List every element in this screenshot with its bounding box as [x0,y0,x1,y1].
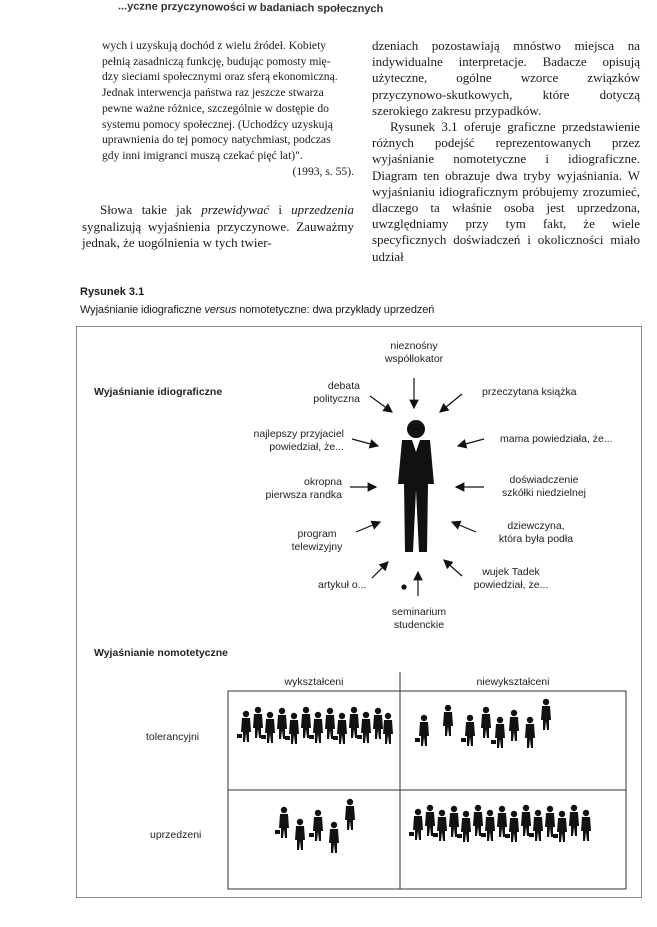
row-header-prejudiced: uprzedzeni [150,829,202,841]
person-figure [457,811,471,842]
figure-caption: Wyjaśnianie idiograficzne versus nomotetyczne: dwa przykłady uprzedzeń [80,304,435,316]
arrow [372,562,388,578]
person-figure [415,715,429,746]
person-figure [285,713,299,744]
label-tadek: wujek Tadek powiedział, że... [473,566,549,591]
person-figure [309,810,323,841]
person-figure [253,707,263,738]
person-figure [481,810,495,841]
crowd-tolerant-educated [237,707,393,744]
label-mama: mama powiedziała, że... [500,433,613,445]
label-przyjaciel: najlepszy przyjaciel powiedział, że... [253,428,344,453]
person-figure [529,810,543,841]
col-header-uneducated: niewykształceni [476,676,550,688]
label-randka: okropna pierwsza randka [265,476,342,501]
crowd-prejudiced-educated [275,799,355,853]
label-ksiazka: przeczytana książka [482,386,577,398]
figure-label: Rysunek 3.1 [80,286,145,298]
label-wspollokator: nieznośny współlokator [384,340,444,365]
body-paragraph: Słowa takie jak przewidywać i uprzedzenia sygnalizują wyjaśnienia przyczynowe. Zauważmy jednak, że uogólnienia w tych twier- [82,202,354,251]
arrow [444,560,462,576]
quote-line: pełnią zasadniczą funkcję, budując pomosty mię- [102,54,331,68]
quote-line: pewne ważne różnice, szczególnie w dostępie do [102,101,329,115]
arrow [458,439,484,446]
quote-line: gdy inni imigranci muszą czekać pięć lat)". [102,148,303,162]
label-dziewczyna: dziewczyna, która była podła [498,520,574,545]
label-debata: debata polityczna [313,380,360,405]
person-figure [349,707,359,738]
person-figure [345,799,355,830]
quote-line: dzy sieciami społecznymi oraz sferą ekonomiczną. [102,70,338,84]
arrow [356,522,380,532]
person-figure [581,810,591,841]
person-figure [275,807,289,838]
person-figure [433,810,447,841]
nomothetic-title: Wyjaśnianie nomotetyczne [94,647,229,659]
person-figure [237,711,251,742]
person-figure [473,805,483,836]
arrow [370,396,392,412]
quote-line: wych i uzyskują dochód z wielu źródeł. Kobiety [102,39,327,52]
arrow [452,522,476,532]
central-person-figure [398,420,434,552]
person-figure [443,705,453,736]
person-figure [301,707,311,738]
person-figure [505,811,519,842]
person-figure [461,715,475,746]
person-figure [569,805,579,836]
person-figure [553,811,567,842]
person-figure [333,713,347,744]
person-figure [295,819,305,850]
quote-line: Jednak interwencja państwa raz jeszcze stwarza [102,86,324,100]
row-header-tolerant: tolerancyjni [146,731,200,743]
person-figure [329,822,339,853]
person-figure [449,806,459,837]
person-figure [497,806,507,837]
person-figure [481,707,491,738]
person-figure [261,712,275,743]
label-program: program telewizyjny [291,528,343,553]
person-figure [409,809,423,840]
person-figure [545,806,555,837]
nomothetic-table-grid [228,672,626,889]
person-figure [383,713,393,744]
person-figure [509,710,519,741]
crowd-tolerant-uneducated [415,699,551,748]
person-figure [491,717,505,748]
citation: (1993, s. 55). [292,164,354,178]
running-header: ...yczne przyczynowości w badaniach społecznych [117,0,384,16]
person-figure [357,712,371,743]
label-artykul: artykuł o... [318,579,367,591]
bullet-dot [401,584,406,589]
label-szkolka: doświadczenie szkółki niedzielnej [501,474,587,499]
person-figure [525,717,535,748]
arrow [440,394,462,412]
person-figure [325,708,335,739]
crowd-prejudiced-uneducated [409,805,591,842]
person-figure [425,805,435,836]
person-figure [373,708,383,739]
quote-line: uprawnienia do tej pomocy natychmiast, podczas [102,133,331,147]
col-header-educated: wykształceni [284,676,344,688]
body-paragraph: Rysunek 3.1 oferuje graficzne przedstawienie różnych podejść reprezentowanych przez wyjaśnianie nomotetyczne i idiograficzne. Diagram ten obrazuje dwa tryby wyjaśniania. W wyjaśnianiu idiograficznym próbujemy zrozumieć, dlaczego ta właśnie osoba jest uprzedzona, uwzględniamy przy tym fakt, że wiele specyficznych doświadczeń i okoliczności miało udział [372,119,640,264]
body-paragraph: dzeniach pozostawiają mnóstwo miejsca na indywidualne interpretacje. Badacze opisują użyteczne, ogólne wzorce związków przyczynowo-skutkowych, które dotyczą szerokiego zakresu przypadków. [372,38,640,118]
person-figure [309,712,323,743]
quote-line: systemu pomocy społecznej. (Uchodźcy uzyskują [102,117,333,131]
label-seminarium: seminarium studenckie [391,606,447,631]
person-figure [521,805,531,836]
person-figure [541,699,551,730]
arrow [352,439,378,446]
person-figure [277,708,287,739]
idiographic-title: Wyjaśnianie idiograficzne [94,386,223,398]
